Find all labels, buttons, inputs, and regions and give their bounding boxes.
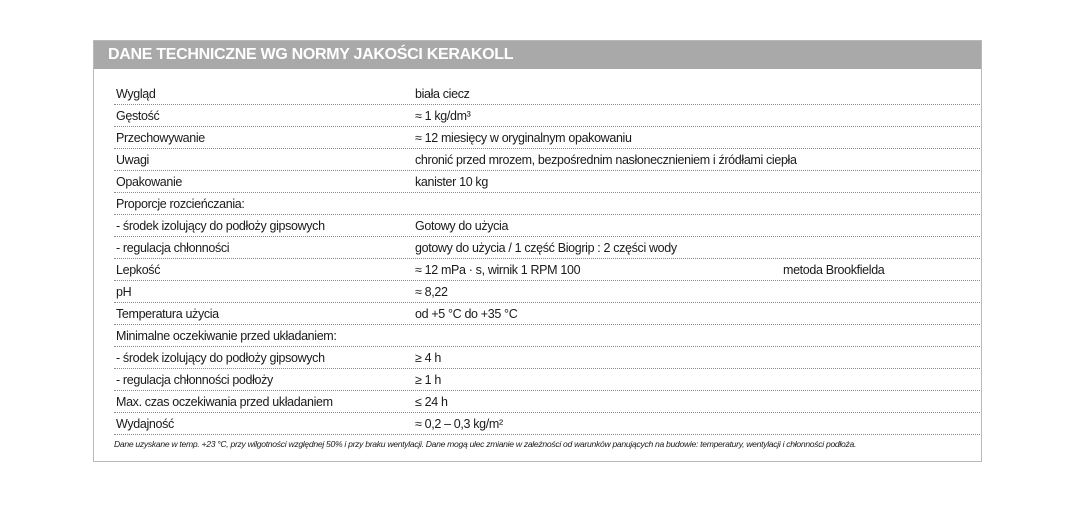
row-method: metoda Brookfielda (783, 263, 885, 277)
row-label: Max. czas oczekiwania przed układaniem (116, 395, 333, 409)
table-row-wait-absorbency (114, 369, 980, 391)
row-label: Temperatura użycia (116, 307, 219, 321)
row-label: - regulacja chłonności (116, 241, 230, 255)
row-value: ≥ 4 h (415, 351, 441, 365)
row-label: - regulacja chłonności podłoży (116, 373, 273, 387)
row-value: ≈ 8,22 (415, 285, 448, 299)
row-label: Proporcje rozcieńczania: (116, 197, 245, 211)
row-label: - środek izolujący do podłoży gipsowych (116, 351, 325, 365)
table-row-coverage (114, 413, 980, 435)
table-row-wait-heading (114, 325, 980, 347)
technical-data-panel (93, 40, 982, 462)
row-value: ≈ 12 miesięcy w oryginalnym opakowaniu (415, 131, 632, 145)
table-row-ph (114, 281, 980, 303)
row-value: gotowy do użycia / 1 część Biogrip : 2 części wody (415, 241, 677, 255)
row-label: Uwagi (116, 153, 149, 167)
row-label: pH (116, 285, 132, 299)
technical-data-table (114, 83, 980, 435)
row-value: ≤ 24 h (415, 395, 448, 409)
table-row-dilution-gypsum (114, 215, 980, 237)
footnote: Dane uzyskane w temp. +23 °C, przy wilgotności względnej 50% i przy braku wentylacji. Dane mogą ulec zmianie w zależności od warunków panujących na budowie: temperatury, wentylacji i chłonności podłoża. (114, 439, 857, 449)
table-row-viscosity (114, 259, 980, 281)
table-row-appearance (114, 83, 980, 105)
row-value: od +5 °C do +35 °C (415, 307, 518, 321)
table-row-density (114, 105, 980, 127)
row-label: Minimalne oczekiwanie przed układaniem: (116, 329, 337, 343)
panel-title: DANE TECHNICZNE WG NORMY JAKOŚCI KERAKOLL (94, 41, 981, 69)
table-row-max-wait (114, 391, 980, 413)
table-row-wait-gypsum (114, 347, 980, 369)
row-value: ≥ 1 h (415, 373, 441, 387)
row-value: Gotowy do użycia (415, 219, 509, 233)
row-label: Przechowywanie (116, 131, 205, 145)
row-value: kanister 10 kg (415, 175, 488, 189)
row-label: Wydajność (116, 417, 174, 431)
row-label: Opakowanie (116, 175, 182, 189)
table-row-storage (114, 127, 980, 149)
row-label: Lepkość (116, 263, 161, 277)
table-row-notes (114, 149, 980, 171)
table-row-temperature (114, 303, 980, 325)
row-label: - środek izolujący do podłoży gipsowych (116, 219, 325, 233)
table-row-packaging (114, 171, 980, 193)
row-label: Wygląd (116, 87, 156, 101)
table-row-dilution-absorbency (114, 237, 980, 259)
row-label: Gęstość (116, 109, 160, 123)
row-value: biała ciecz (415, 87, 470, 101)
row-value: ≈ 12 mPa · s, wirnik 1 RPM 100 (415, 263, 581, 277)
row-value: ≈ 0,2 – 0,3 kg/m² (415, 417, 503, 431)
row-value: ≈ 1 kg/dm³ (415, 109, 471, 123)
table-row-dilution-heading (114, 193, 980, 215)
row-value: chronić przed mrozem, bezpośrednim nasłonecznieniem i źródłami ciepła (415, 153, 797, 167)
